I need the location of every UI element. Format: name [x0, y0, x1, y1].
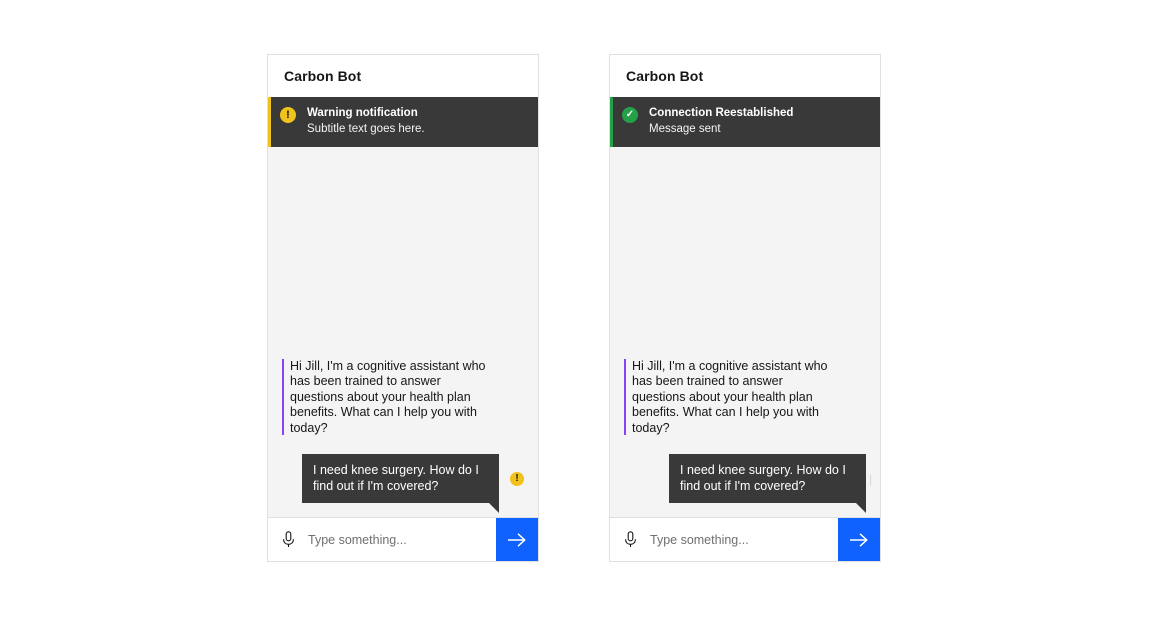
- warning-icon: !: [280, 107, 296, 123]
- bot-accent-bar: [624, 359, 626, 435]
- chat-window-success: [609, 54, 881, 562]
- notification-text: [649, 106, 793, 137]
- microphone-icon[interactable]: [610, 518, 650, 561]
- notification-subtitle: Subtitle text goes here.: [307, 123, 425, 135]
- checkmark-icon: ✓: [622, 107, 638, 123]
- notification-text: [307, 106, 425, 137]
- message-composer: [268, 517, 538, 561]
- chat-header: [610, 55, 880, 97]
- message-list: [610, 147, 880, 517]
- bot-message: [268, 359, 538, 437]
- microphone-icon[interactable]: [268, 518, 308, 561]
- user-message-bubble: I need knee surgery. How do I find out if I'm covered?: [669, 454, 866, 503]
- page-title: Carbon Bot: [626, 68, 704, 84]
- bot-message-text: Hi Jill, I'm a cognitive assistant who has been trained to answer questions about your health plan benefits. What can I help you with today?: [290, 358, 486, 435]
- user-message-row: [268, 454, 538, 503]
- message-input[interactable]: [308, 518, 496, 561]
- user-message-bubble: I need knee surgery. How do I find out if I'm covered?: [302, 454, 499, 503]
- message-list: [268, 147, 538, 517]
- warning-notification-banner[interactable]: [268, 97, 538, 147]
- bot-accent-bar: [282, 359, 284, 435]
- bot-message: [610, 359, 880, 437]
- send-button[interactable]: [496, 518, 538, 561]
- notification-title: Connection Reestablished: [649, 107, 794, 119]
- notification-title: Warning notification: [307, 107, 418, 119]
- notification-subtitle: Message sent: [649, 123, 721, 135]
- bot-message-text: Hi Jill, I'm a cognitive assistant who has been trained to answer questions about your health plan benefits. What can I help you with today?: [632, 358, 828, 435]
- message-input[interactable]: [650, 518, 838, 561]
- message-composer: [610, 517, 880, 561]
- success-notification-banner[interactable]: [610, 97, 880, 147]
- page-title: Carbon Bot: [284, 68, 362, 84]
- sent-indicator-icon: │: [868, 475, 874, 485]
- chat-window-warning: [267, 54, 539, 562]
- user-message-row: [610, 454, 880, 503]
- error-badge-icon[interactable]: !: [510, 472, 524, 486]
- chat-header: [268, 55, 538, 97]
- send-button[interactable]: [838, 518, 880, 561]
